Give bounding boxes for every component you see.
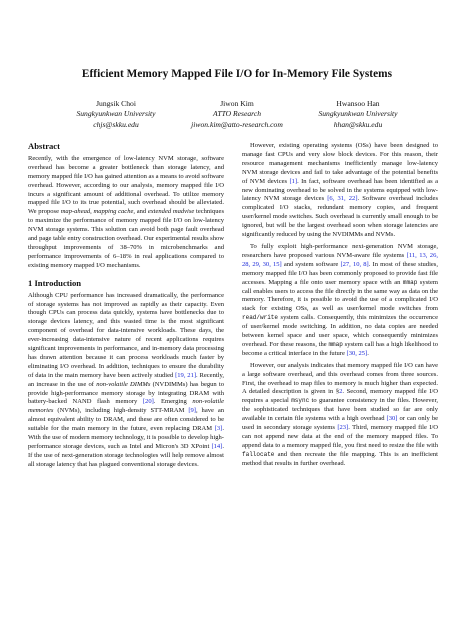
code-text: msync (291, 397, 310, 405)
code-text: mmap (328, 340, 343, 348)
author-block-3 (288, 99, 428, 130)
citation-link[interactable]: [9] (188, 407, 196, 415)
citation-link[interactable]: [30] (386, 415, 398, 423)
right-column (242, 142, 438, 469)
citation-link[interactable]: [1] (289, 177, 298, 185)
citation-link[interactable]: [19, 21] (175, 371, 197, 379)
citation-link[interactable]: [11, 13, 26, 28, 29, 30, 15] (242, 251, 438, 268)
paper-title: Efficient Memory Mapped File I/O for In-Memory File Systems (81, 68, 393, 80)
code-text: mmap (402, 278, 418, 286)
citation-link[interactable]: [6, 31, 22] (327, 195, 358, 203)
body-paragraph: To fully exploit high-performance next-generation NVM storage, researchers have proposed various NVM-aware file systems [11, 13, 26, 28, 29, 30, 15] and system software [27, 10, 8]. In most of these studies, memory mapped file I/O has been commonly proposed to provide fast file accesses. Mapping a file onto user memory space with an mmap system call enables users to access the file directly in the same way as data on the memory. Therefore, it is possible to avoid the use of a complicated I/O stack for existing OSs, as well as user/kernel mode switches from read/write system calls. Consequently, this minimizes the occurrence of user/kernel mode switching. In addition, no data copies are needed between kernel space and user space, which consequently minimizes overhead. For these reasons, the mmap system call has a high likelihood to become a critical interface in the future [30, 25]. (242, 242, 438, 357)
author-affiliation: Sungkyunkwan University (76, 109, 156, 119)
author-block-1 (46, 99, 186, 130)
abstract-heading: Abstract (28, 141, 60, 151)
citation-link[interactable]: [3] (214, 425, 223, 433)
body-paragraph: However, our analysis indicates that memory mapped file I/O can have a large software overhead, and this overhead comes from three sources. First, the overhead to map files to memory is much higher than expected. A detailed description is given in §2. Second, memory mapped file I/O requires a special msync to guarantee consistency in the files. However, the sophisticated techniques that have been studied so far are only available in certain file systems with a high overhead [30] or can only be used in secondary storage systems [23]. Third, memory mapped file I/O can not append new data at the end of the memory mapped files. To append data to a memory mapped file, you first need to resize the file with fallocate and then recreate the file mapping. This is an inefficient method that results in further overhead. (242, 361, 439, 467)
author-affiliation: Sungkyunkwan University (318, 109, 398, 119)
citation-link[interactable]: [23] (337, 424, 349, 432)
author-email: hhan@skku.edu (333, 119, 383, 129)
citation-link[interactable]: [30, 25] (346, 349, 368, 357)
citation-link[interactable]: [14] (211, 443, 223, 450)
author-block-2 (167, 99, 307, 130)
citation-link[interactable]: [27, 10, 8] (340, 260, 369, 268)
author-email: chjs@skku.edu (93, 119, 139, 129)
body-paragraph: However, existing operating systems (OSs) have been designed to manage fast CPUs and very slow block devices. For this reason, their resource management mechanisms inefficiently manage low-latency NVM storage devices and fail to take advantage of the potential benefits of NVM devices [1]. In fact, software overhead has been identified as a new dominating overhead to be solved in the systems equipped with low-latency NVM storage devices [6, 31, 22]. Software overhead includes complicated I/O stacks, redundant memory copies, and frequent user/kernel mode switches. Such overhead is currently small enough to be ignored, but will be the largest overhead soon when storage latencies are significantly reduced by using the NVDIMMs and NVMs. (242, 142, 438, 239)
author-affiliation: ATTO Research (212, 109, 262, 119)
section-heading-introduction: 1 Introduction (28, 277, 82, 288)
abstract-paragraph: Recently, with the emergence of low-latency NVM storage, software overhead has become a greater bottleneck than storage latency, and memory mapped file I/O has gained attention as a means to avoid software overhead. However, according to our analysis, memory mapped file I/O incurs a significant amount of additional overhead. To utilize memory mapped file I/O to its true potential, such overhead should be alleviated. We propose map-ahead, mapping cache, and extended madvise techniques to maximize the performance of memory mapped file I/O on low-latency NVM storage systems. This solution can avoid both page fault overhead and page table entry construction overhead. Our experimental results show throughput improvements of 38–70% in microbenchmarks and performance improvements of 6–18% in real applications compared to existing memory mapped I/O mechanisms. (28, 154, 224, 269)
intro-paragraph: Although CPU performance has increased dramatically, the performance of storage systems has not improved as rapidly as their capacity. Even though CPUs can process data quickly, systems have bottlenecks due to storage devices latency, and this wasted time is the most significant component of overhead for data-intensive workloads. These days, the ever-increasing data-intensive nature of recent applications requires significant improvements in performance, and in-memory data processing has drawn attention because it can process workloads much faster by eliminating I/O overhead. In addition, techniques to ensure the durability of data in the main memory have been actively studied [19, 21]. Recently, an increase in the use of non-volatile DIMMs (NVDIMMs) has begun to provide high-performance memory storage by integrating DRAM with battery-backed NAND flash memory [20]. Emerging non-volatile memories (NVMs), including high-density STT-MRAM [9], have an almost equivalent ability to DRAM, and these are often considered to be suitable for the main memory in the future, even replacing DRAM [3]. With the use of modern memory technology, it is possible to develop high-performance storage devices, such as Intel and Micron's 3D XPoint [14]. If the use of next-generation storage technologies will help remove almost all storage latency that has plagued conventional storage devices. (28, 291, 225, 468)
code-text: fallocate (242, 450, 275, 458)
author-email: jiwon.kim@atto-research.com (191, 119, 283, 129)
left-column (28, 142, 224, 470)
citation-link[interactable]: [20] (142, 398, 154, 406)
citation-link[interactable]: 2 (339, 388, 343, 396)
author-name: Jungsik Choi (96, 99, 136, 108)
author-name: Jiwon Kim (220, 99, 254, 108)
code-text: read/write (242, 314, 279, 322)
author-name: Hwansoo Han (336, 99, 380, 108)
